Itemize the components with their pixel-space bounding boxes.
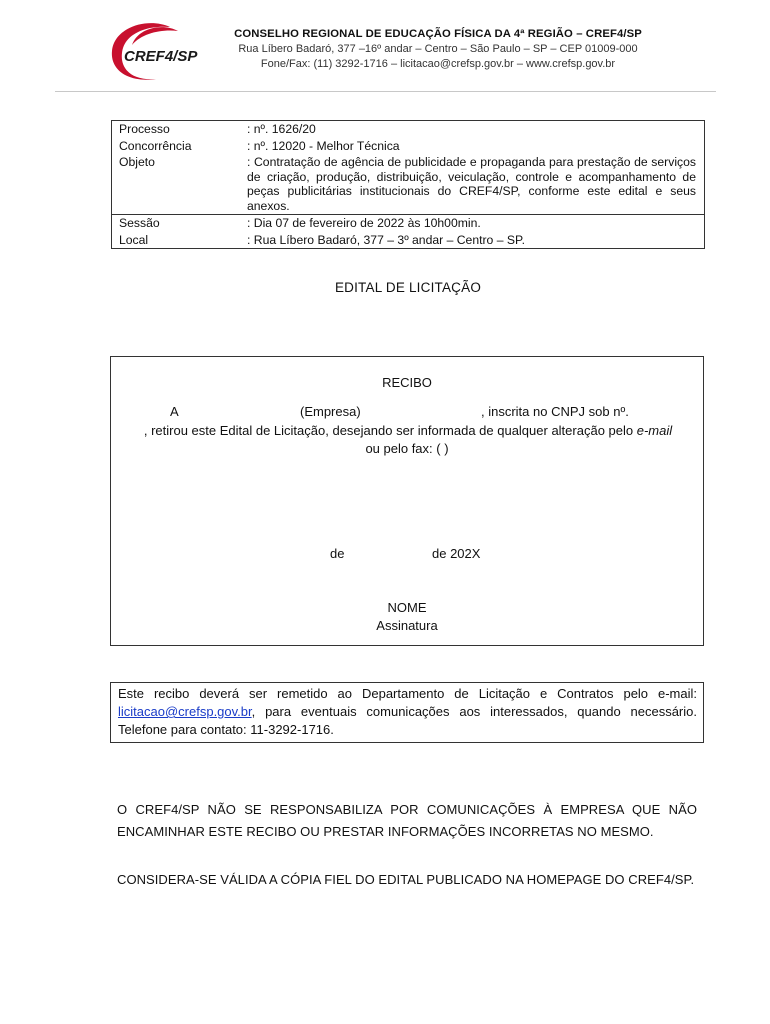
send-receipt-notice: Este recibo deverá ser remetido ao Departamento de Licitação e Contratos pelo e-mail: licitacao@crefsp.gov.br, para eventuais comunicações aos interessados, quando necessário. Telefone para contato: 11-3292-1716. xyxy=(110,682,704,743)
header-divider xyxy=(55,91,716,92)
receipt-name: NOME xyxy=(387,600,427,615)
receipt-date-de: de xyxy=(330,546,345,561)
receipt-email-word: e-mail xyxy=(636,423,673,438)
row-value: : nº. 1626/20 xyxy=(247,122,316,136)
table-row xyxy=(112,215,705,232)
receipt-signature: Assinatura xyxy=(376,618,438,633)
receipt-title: RECIBO xyxy=(382,375,432,390)
row-value: : nº. 12020 - Melhor Técnica xyxy=(247,138,400,153)
receipt-line-notify: , retirou este Edital de Licitação, desejando ser informada de qualquer alteração pelo e-mail xyxy=(143,423,673,438)
process-info-table xyxy=(111,120,705,249)
receipt-date-year: de 202X xyxy=(432,546,481,561)
row-label: Sessão xyxy=(112,215,241,232)
letterhead xyxy=(208,27,668,72)
row-label: Processo xyxy=(119,122,170,136)
row-label: Objeto xyxy=(119,155,155,169)
receipt-cnpj: , inscrita no CNPJ sob nº. xyxy=(481,404,629,419)
org-address: Rua Líbero Badaró, 377 –16º andar – Centro – São Paulo – SP – CEP 01009-000 xyxy=(238,43,638,55)
org-contact: Fone/Fax: (11) 3292-1716 – licitacao@crefsp.gov.br – www.crefsp.gov.br xyxy=(260,58,616,70)
table-row xyxy=(112,154,705,215)
table-row xyxy=(112,138,705,155)
table-row xyxy=(112,121,705,138)
receipt-line-fax: ou pelo fax: ( ) xyxy=(365,441,449,456)
org-title: CONSELHO REGIONAL DE EDUCAÇÃO FÍSICA DA 4ª REGIÃO – CREF4/SP xyxy=(234,28,642,40)
row-label: Local xyxy=(119,232,149,247)
table-row xyxy=(112,232,705,249)
row-value: : Dia 07 de fevereiro de 2022 às 10h00min. xyxy=(240,215,705,232)
row-label: Concorrência xyxy=(119,138,192,153)
document-title: EDITAL DE LICITAÇÃO xyxy=(334,280,482,295)
receipt-box xyxy=(110,356,704,646)
receipt-a: A xyxy=(170,404,179,419)
cref-logo xyxy=(108,19,208,83)
row-value: : Contratação de agência de publicidade e propaganda para prestação de serviços de criação, produção, distribuição, veiculação, controle e acompanhamento de peças publicitárias institucionais do CREF4/SP, conforme este edital e seus anexos. xyxy=(247,155,696,213)
receipt-company-placeholder: (Empresa) xyxy=(300,404,361,419)
row-value: : Rua Líbero Badaró, 377 – 3º andar – Centro – SP. xyxy=(247,232,525,247)
validity-statement: CONSIDERA-SE VÁLIDA A CÓPIA FIEL DO EDITAL PUBLICADO NA HOMEPAGE DO CREF4/SP. xyxy=(117,872,695,887)
svg-text:CREF4/SP: CREF4/SP xyxy=(124,48,198,65)
email-link[interactable]: licitacao@crefsp.gov.br xyxy=(118,704,252,719)
responsibility-warning: O CREF4/SP NÃO SE RESPONSABILIZA POR COMUNICAÇÕES À EMPRESA QUE NÃO ENCAMINHAR ESTE RECIBO OU PRESTAR INFORMAÇÕES INCORRETAS NO MESMO. xyxy=(117,802,697,839)
